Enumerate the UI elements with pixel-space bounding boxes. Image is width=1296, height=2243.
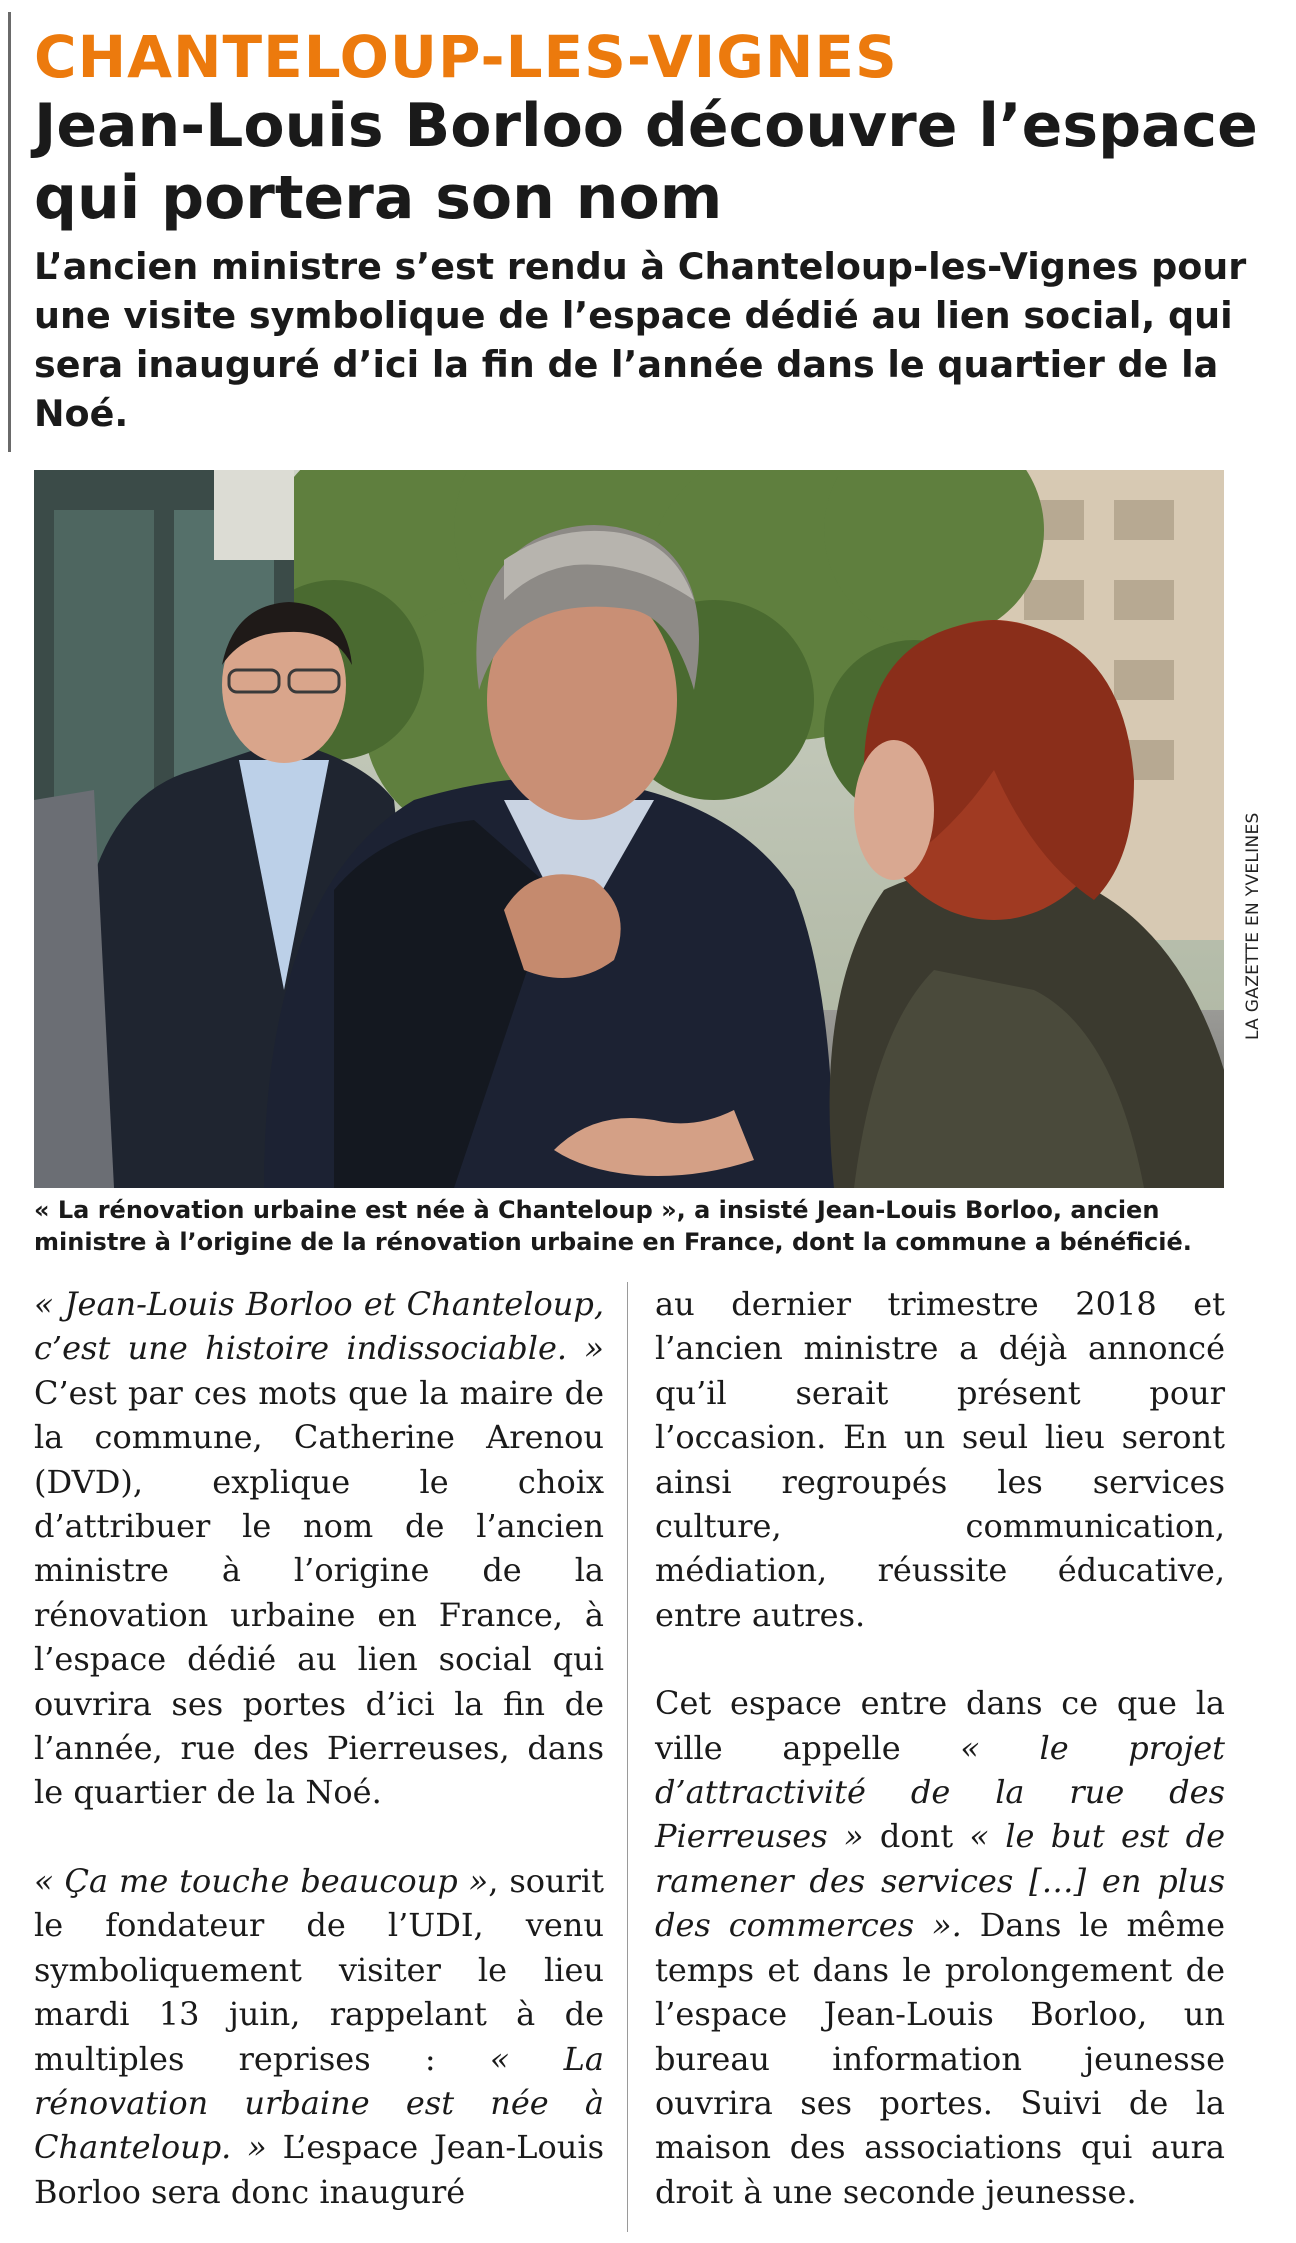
left-rule bbox=[8, 12, 11, 452]
quote: « Ça me touche beaucoup » bbox=[34, 1861, 489, 1900]
standfirst: L’ancien ministre s’est rendu à Chanteloup-les-Vignes pour une visite symbolique de l’espace dédié au lien social, qui sera inauguré d’ici la fin de l’année dans le quartier de la Noé. bbox=[34, 245, 1247, 435]
headline: Jean-Louis Borloo découvre l’espace qui portera son nom bbox=[34, 91, 1258, 233]
quote: « le projet d’attractivité de la rue des Pierreuses » bbox=[655, 1728, 1225, 1856]
quote: « Jean-Louis Borloo et Chanteloup, c’est une histoire indissociable. » bbox=[34, 1285, 604, 1368]
paragraph-text: Cet espace entre dans ce que la ville appelle bbox=[655, 1684, 1225, 1767]
paragraph-text: , sourit le fondateur de l’UDI, venu symboliquement visiter le lieu mardi 13 juin, rappelant à de multiples reprises : bbox=[34, 1861, 605, 2078]
quote: « le but est de ramener des services […] en plus des commerces ». bbox=[655, 1817, 1226, 1945]
body-column-right bbox=[655, 1282, 1225, 2214]
body-paragraph-2 bbox=[34, 1859, 604, 2214]
article-photo bbox=[34, 470, 1224, 1188]
paragraph-text: L’espace Jean-Louis Borloo sera donc inauguré bbox=[34, 2128, 605, 2211]
column-divider bbox=[627, 1282, 628, 2232]
section-kicker: CHANTELOUP-LES-VIGNES bbox=[34, 23, 898, 91]
paragraph-text: Dans le même temps et dans le prolongement de l’espace Jean-Louis Borloo, un bureau information jeunesse ouvrira ses portes. Suivi de la maison des associations qui aura droit à une seconde jeunesse. bbox=[655, 1906, 1226, 2211]
paragraph-text: C’est par ces mots que la maire de la commune, Catherine Arenou (DVD), explique le choix d’attribuer le nom de l’ancien ministre à l’origine de la rénovation urbaine en France, à l’espace dédié au lien social qui ouvrira ses portes d’ici la fin de l’année, rue des Pierreuses, dans le quartier de la Noé. bbox=[34, 1373, 604, 1812]
body-paragraph-1 bbox=[34, 1282, 604, 1815]
paragraph-text: au dernier trimestre 2018 et l’ancien ministre a déjà annoncé qu’il serait présent pour l’occasion. En un seul lieu seront ainsi regroupés les services culture, communication, médiation, réussite éducative, entre autres. bbox=[655, 1285, 1225, 1634]
photo-credit: LA GAZETTE EN YVELINES bbox=[1243, 812, 1263, 1040]
paragraph-text: dont bbox=[863, 1817, 970, 1856]
quote: « La rénovation urbaine est née à Chanteloup. » bbox=[34, 2039, 605, 2167]
photo-caption: « La rénovation urbaine est née à Chanteloup », a insisté Jean-Louis Borloo, ancien ministre à l’origine de la rénovation urbaine en France, dont la commune a bénéficié. bbox=[34, 1196, 1192, 1256]
body-paragraph-3 bbox=[655, 1282, 1225, 1637]
body-column-left bbox=[34, 1282, 604, 2214]
body-paragraph-4 bbox=[655, 1681, 1225, 2214]
